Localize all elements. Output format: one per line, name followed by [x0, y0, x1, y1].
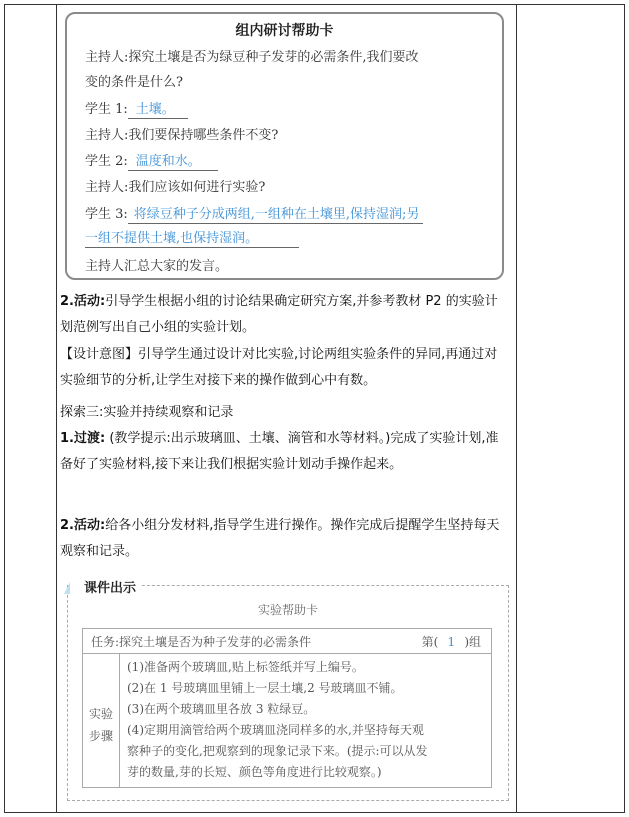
student-1-answer: 土壤。 — [135, 102, 175, 117]
design-intent-text: 引导学生通过设计对比实验,讨论两组实验条件的异同,再通过对实验细节的分析,让学生对接下来的操作做到心中有数。 — [60, 347, 498, 388]
student-3-answer-b: 一组不提供土壤,也保持湿润。 — [85, 231, 259, 246]
student-3-line-a — [85, 203, 488, 224]
experiment-task — [91, 633, 311, 650]
group-prefix: 第( — [421, 635, 439, 649]
group-suffix: )组 — [464, 635, 481, 649]
table-column-divider-left — [56, 5, 57, 812]
card-title: 组内研讨帮助卡 — [235, 23, 334, 39]
activity-2-paragraph — [60, 289, 508, 341]
table-column-divider-right — [516, 5, 517, 812]
task-text: 探究土壤是否为种子发芽的必需条件 — [119, 635, 312, 649]
design-intent-paragraph — [60, 342, 508, 394]
step-line: 芽的数量,芽的长短、颜色等角度进行比较观察。) — [127, 765, 382, 779]
steps-side-label — [83, 703, 119, 747]
courseware-tag: 课件出示 — [70, 577, 142, 596]
host-question-2: 主持人:我们要保持哪些条件不变? — [85, 128, 279, 143]
design-intent-label: 【设计意图】 — [60, 347, 139, 362]
host-question-1b: 变的条件是什么? — [85, 75, 183, 90]
side-label-1: 实验 — [88, 707, 113, 721]
experiment-task-row — [83, 629, 491, 654]
experiment-steps — [127, 657, 485, 783]
step-line: (2)在 1 号玻璃皿里铺上一层土壤,2 号玻璃皿不铺。 — [127, 681, 403, 695]
transition-paragraph — [60, 426, 508, 478]
group-number: 1 — [447, 635, 456, 649]
group-number-field — [422, 633, 481, 650]
experiment-table — [82, 628, 492, 788]
step-line: 察种子的变化,把观察到的现象记录下来。(提示:可以从发 — [127, 744, 428, 758]
host-summary: 主持人汇总大家的发言。 — [85, 259, 229, 274]
activity-2-label: 2.活动: — [60, 294, 106, 309]
step-line: (3)在两个玻璃皿里各放 3 粒绿豆。 — [127, 702, 316, 716]
student-3-label: 学生 3: — [85, 207, 128, 222]
student-3-line-b — [85, 227, 488, 248]
transition-text: (教学提示:出示玻璃皿、土壤、滴管和水等材料。)完成了实验计划,准备好了实验材料,接下来让我们根据实验计划动手操作起来。 — [60, 431, 499, 472]
steps-side-column — [83, 653, 120, 787]
experiment-card-title: 实验帮助卡 — [257, 603, 318, 617]
transition-label: 1.过渡: — [60, 431, 106, 446]
student-3-answer-a: 将绿豆种子分成两组,一组种在土壤里,保持湿润;另 — [133, 207, 420, 222]
student-2-label: 学生 2: — [85, 154, 128, 169]
task-label: 任务: — [91, 635, 120, 649]
host-question-1a: 主持人:探究土壤是否为绿豆种子发芽的必需条件,我们要改 — [85, 50, 419, 65]
activity-2b-text: 给各小组分发材料,指导学生进行操作。操作完成后提醒学生坚持每天观察和记录。 — [60, 518, 500, 559]
activity-2-text: 引导学生根据小组的讨论结果确定研究方案,并参考教材 P2 的实验计划范例写出自己小组的实验计划。 — [60, 294, 498, 335]
host-question-3: 主持人:我们应该如何进行实验? — [85, 180, 266, 195]
activity-2b-label: 2.活动: — [60, 518, 106, 533]
student-2-answer: 温度和水。 — [135, 154, 201, 169]
step-line: (4)定期用滴管给两个玻璃皿浇同样多的水,并坚持每天观 — [127, 723, 424, 737]
activity-2b-paragraph — [60, 513, 508, 565]
student-1-line — [85, 98, 488, 119]
explore-3-heading: 探索三:实验并持续观察和记录 — [60, 405, 234, 420]
student-1-label: 学生 1: — [85, 102, 128, 117]
step-line: (1)准备两个玻璃皿,贴上标签纸并写上编号。 — [127, 660, 364, 674]
side-label-2: 步骤 — [88, 729, 113, 743]
group-discussion-card — [65, 12, 504, 280]
student-2-line — [85, 150, 488, 171]
